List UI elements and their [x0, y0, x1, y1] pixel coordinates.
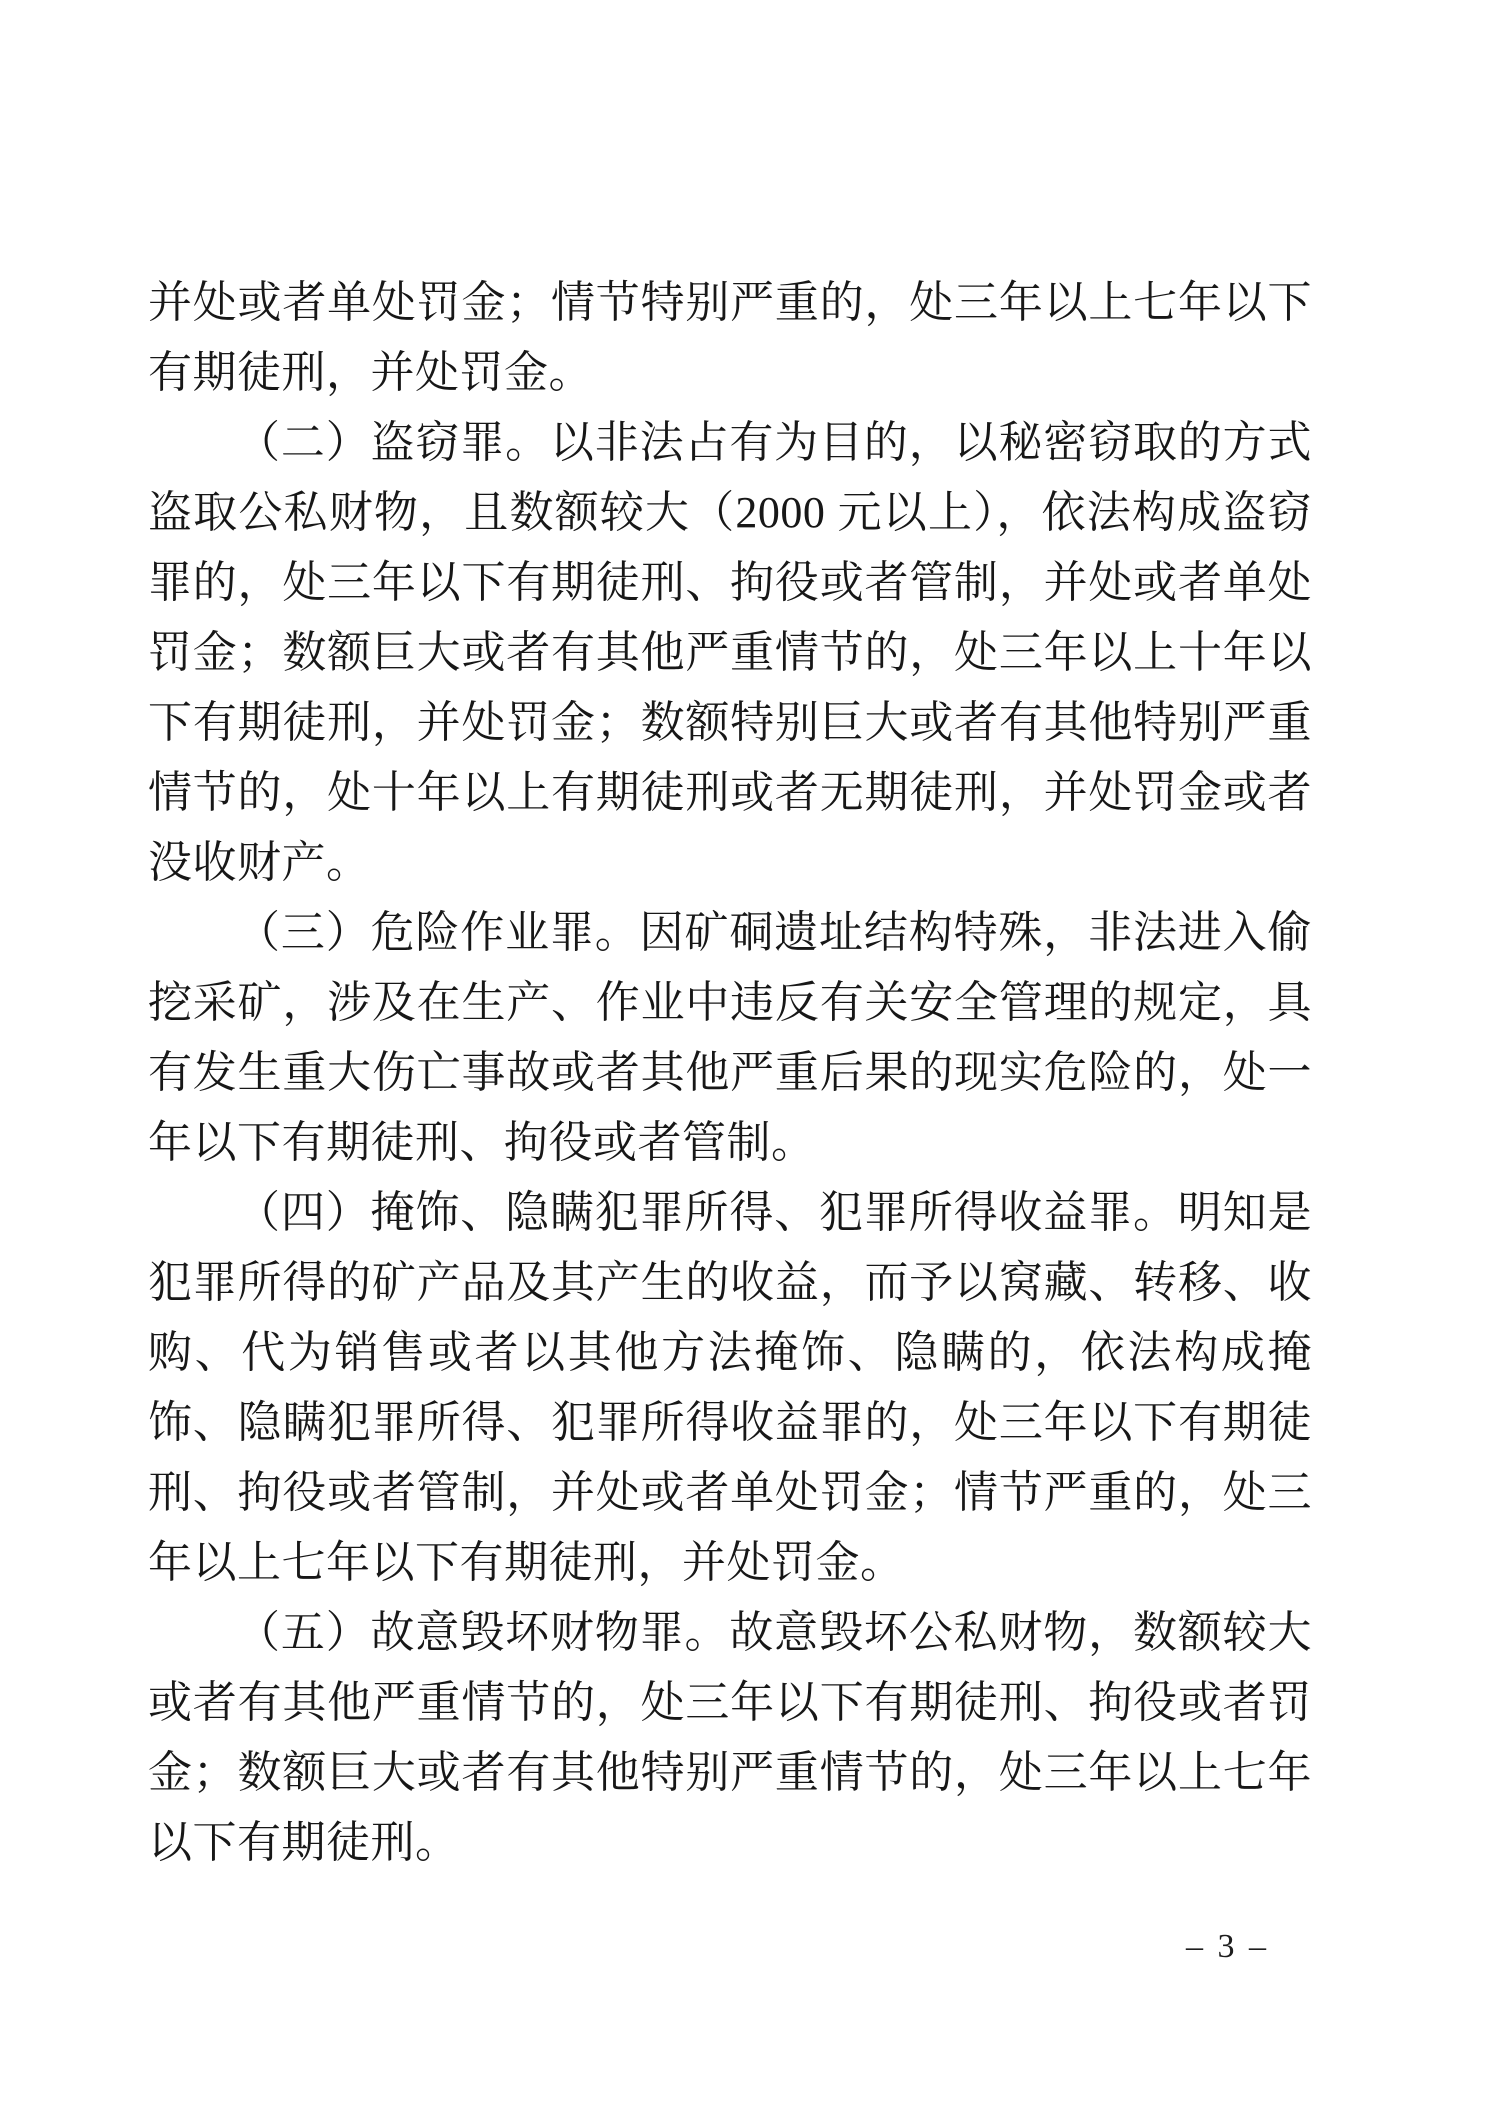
paragraph-continuation: 并处或者单处罚金；情节特别严重的，处三年以上七年以下有期徒刑，并处罚金。	[148, 278, 1312, 397]
page-number: – 3 –	[1186, 1928, 1269, 1965]
paragraph-item-4-concealing-proceeds: （四）掩饰、隐瞒犯罪所得、犯罪所得收益罪。明知是犯罪所得的矿产品及其产生的收益，而予以窝藏、转移、收购、代为销售或者以其他方法掩饰、隐瞒的，依法构成掩饰、隐瞒犯罪所得、犯罪所得收益罪的，处三年以下有期徒刑、拘役或者管制，并处或者单处罚金；情节严重的，处三年以上七年以下有期徒刑，并处罚金。	[148, 1188, 1312, 1587]
document-body	[148, 268, 1312, 1878]
paragraph-item-3-dangerous-operations: （三）危险作业罪。因矿硐遗址结构特殊，非法进入偷挖采矿，涉及在生产、作业中违反有关安全管理的规定，具有发生重大伤亡事故或者其他严重后果的现实危险的，处一年以下有期徒刑、拘役或者管制。	[148, 908, 1312, 1167]
paragraph-item-2-theft: （二）盗窃罪。以非法占有为目的，以秘密窃取的方式盗取公私财物，且数额较大（2000 元以上），依法构成盗窃罪的，处三年以下有期徒刑、拘役或者管制，并处或者单处罚金；数额巨大或者有其他严重情节的，处三年以上十年以下有期徒刑，并处罚金；数额特别巨大或者有其他特别严重情节的，处十年以上有期徒刑或者无期徒刑，并处罚金或者没收财产。	[148, 418, 1312, 887]
paragraph-item-5-property-destruction: （五）故意毁坏财物罪。故意毁坏公私财物，数额较大或者有其他严重情节的，处三年以下有期徒刑、拘役或者罚金；数额巨大或者有其他特别严重情节的，处三年以上七年以下有期徒刑。	[148, 1608, 1312, 1867]
